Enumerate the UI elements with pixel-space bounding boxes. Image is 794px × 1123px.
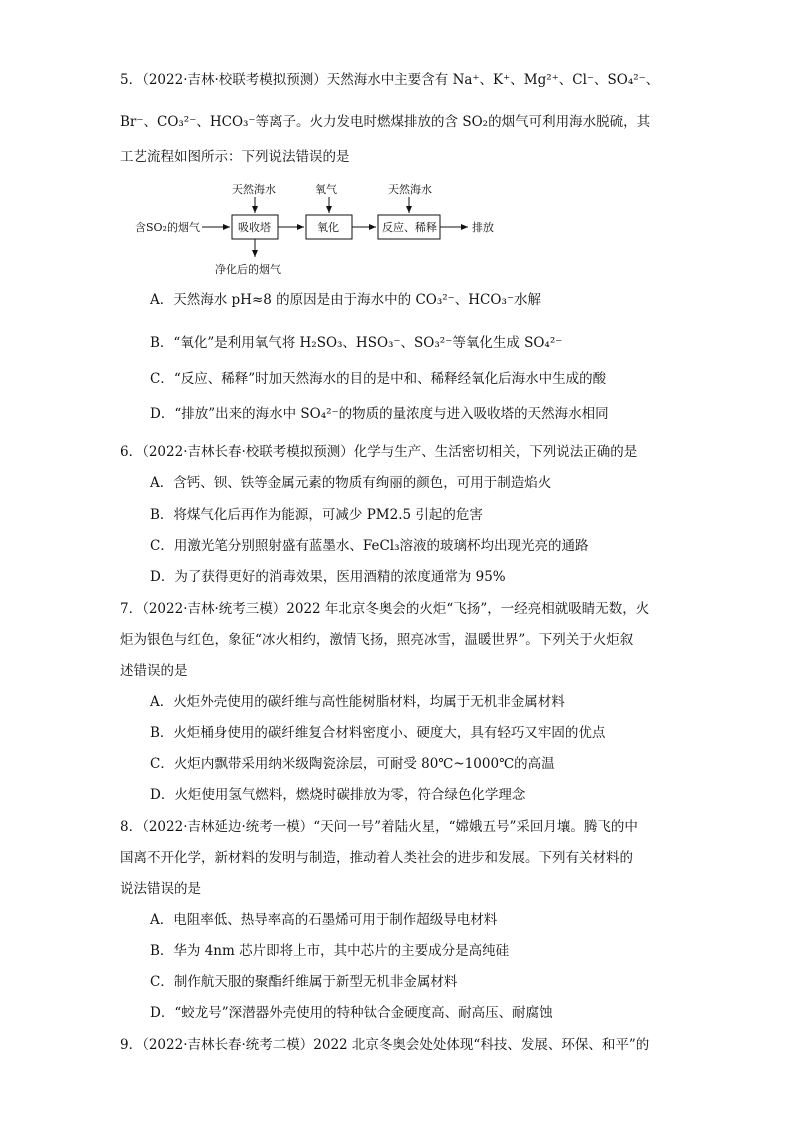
q8-option-c: C．制作航天服的聚酯纤维属于新型无机非金属材料 [150, 974, 458, 990]
flow-top1-label: 天然海水 [232, 183, 276, 196]
q9-stem-line1: 9．（2022·吉林长春·统考二模）2022 北京冬奥会处处体现“科技、发展、环保、和平”的 [120, 1037, 650, 1053]
flow-bottom1-label: 净化后的烟气 [215, 263, 281, 276]
q7-stem-line3: 述错误的是 [120, 663, 188, 679]
q5-stem-line3: 工艺流程如图所示：下列说法错误的是 [120, 149, 350, 165]
q5-option-b: B．“氧化”是利用氧气将 H₂SO₃、HSO₃⁻、SO₃²⁻等氧化生成 SO₄²⁻ [150, 335, 563, 351]
q7-stem-line2: 炬为银色与红色，象征“冰火相约，激情飞扬，照亮冰雪，温暖世界”。下列关于火炬叙 [120, 632, 634, 648]
flow-top2-label: 氧气 [315, 183, 337, 196]
flow-box1-label: 吸收塔 [238, 221, 271, 234]
flow-top3-label: 天然海水 [388, 183, 432, 196]
q7-option-b: B．火炬桶身使用的碳纤维复合材料密度小、硬度大，具有轻巧又牢固的优点 [150, 725, 606, 741]
q6-option-d: D．为了获得更好的消毒效果，医用酒精的浓度通常为 95% [150, 569, 506, 585]
q8-stem-line1: 8．（2022·吉林延边·统考一模）“天问一号”着陆火星，“嫦娥五号”采回月壤。腾飞的中 [120, 819, 638, 835]
q7-option-c: C．火炬内飘带采用纳米级陶瓷涂层，可耐受 80℃~1000℃的高温 [150, 756, 555, 772]
flow-box2-label: 氧化 [317, 221, 339, 234]
q5-stem-line1: 5．（2022·吉林·校联考模拟预测）天然海水中主要含有 Na⁺、K⁺、Mg²⁺、Cl⁻、SO₄²⁻、 [120, 72, 660, 88]
q8-stem-line2: 国离不开化学，新材料的发明与制造，推动着人类社会的进步和发展。下列有关材料的 [120, 850, 633, 866]
q5-option-c: C．“反应、稀释”时加天然海水的目的是中和、稀释经氧化后海水中生成的酸 [150, 371, 607, 387]
q8-option-a: A．电阻率低、热导率高的石墨烯可用于制作超级导电材料 [150, 912, 498, 928]
q6-option-b: B．将煤气化后再作为能源，可减少 PM2.5 引起的危害 [150, 507, 483, 523]
q8-option-b: B．华为 4nm 芯片即将上市，其中芯片的主要成分是高纯硅 [150, 943, 510, 959]
q6-option-c: C．用激光笔分别照射盛有蓝墨水、FeCl₃溶液的玻璃杯均出现光亮的通路 [150, 538, 589, 554]
q7-option-a: A．火炬外壳使用的碳纤维与高性能树脂材料，均属于无机非金属材料 [150, 694, 565, 710]
q8-option-d: D．“蛟龙号”深潜器外壳使用的特种钛合金硬度高、耐高压、耐腐蚀 [150, 1005, 553, 1021]
q5-stem-line2: Br⁻、CO₃²⁻、HCO₃⁻等离子。火力发电时燃煤排放的含 SO₂的烟气可利用海水脱硫，其 [120, 114, 651, 130]
flow-output-label: 排放 [472, 221, 494, 234]
q8-stem-line3: 说法错误的是 [120, 881, 201, 897]
flow-box3-label: 反应、稀释 [382, 221, 437, 234]
flow-input-label: 含SO₂的烟气 [135, 221, 200, 234]
q6-stem-line1: 6．（2022·吉林长春·校联考模拟预测）化学与生产、生活密切相关，下列说法正确的是 [120, 444, 638, 460]
q5-option-d: D．“排放”出来的海水中 SO₄²⁻的物质的量浓度与进入吸收塔的天然海水相同 [150, 406, 609, 422]
q5-option-a: A．天然海水 pH≈8 的原因是由于海水中的 CO₃²⁻、HCO₃⁻水解 [150, 292, 541, 308]
q7-option-d: D．火炬使用氢气燃料，燃烧时碳排放为零，符合绿色化学理念 [150, 787, 526, 803]
q7-stem-line1: 7．（2022·吉林·统考三模）2022 年北京冬奥会的火炬“飞扬”，一经亮相就吸睛无数，火 [120, 601, 650, 617]
q5-process-flow-diagram [120, 175, 540, 280]
q6-option-a: A．含钙、钡、铁等金属元素的物质有绚丽的颜色，可用于制造焰火 [150, 475, 552, 491]
